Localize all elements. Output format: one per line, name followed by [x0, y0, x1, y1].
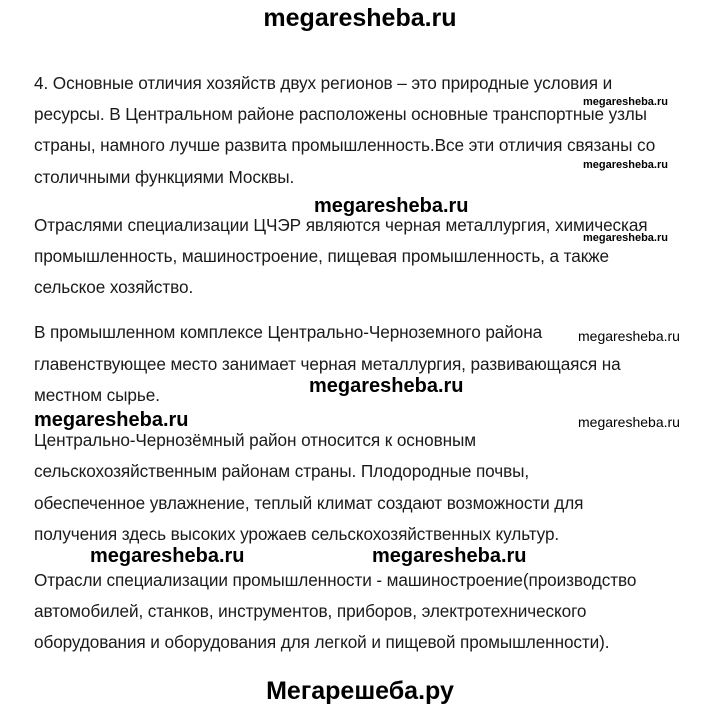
paragraph-line: обеспеченное увлажнение, теплый климат создают возможности для	[34, 493, 584, 513]
watermark: megaresheba.ru	[583, 232, 668, 244]
paragraph-line: оборудования и оборудования для легкой и пищевой промышленности).	[34, 632, 610, 652]
paragraph-line: местном сырье.	[34, 385, 160, 405]
paragraph-line: Отрасли специализации промышленности - машиностроение(производство	[34, 570, 637, 590]
paragraph-line: столичными функциями Москвы.	[34, 167, 295, 187]
watermark: megaresheba.ru	[578, 328, 680, 344]
watermark: megaresheba.ru	[372, 545, 527, 567]
watermark: megaresheba.ru	[309, 375, 464, 397]
paragraph-line: 4. Основные отличия хозяйств двух регионов – это природные условия и	[34, 73, 613, 93]
watermark: megaresheba.ru	[578, 414, 680, 430]
watermark: megaresheba.ru	[314, 195, 469, 217]
paragraph-line: сельское хозяйство.	[34, 277, 194, 297]
paragraph-line: ресурсы. В Центральном районе расположены основные транспортные узлы	[34, 104, 647, 124]
paragraph-line: страны, намного лучше развита промышленность.Все эти отличия связаны со	[34, 135, 656, 155]
watermark: megaresheba.ru	[90, 545, 245, 567]
watermark: megaresheba.ru	[583, 96, 668, 108]
paragraph-line: получения здесь высоких урожаев сельскохозяйственных культур.	[34, 524, 560, 544]
site-header: megaresheba.ru	[263, 4, 457, 32]
watermark: megaresheba.ru	[583, 159, 668, 171]
paragraph-line: Центрально-Чернозёмный район относится к основным	[34, 430, 477, 450]
paragraph-line: сельскохозяйственным районам страны. Плодородные почвы,	[34, 461, 530, 481]
paragraph-line: В промышленном комплексе Центрально-Черноземного района	[34, 322, 543, 342]
site-footer: Мегарешеба.ру	[266, 677, 454, 705]
paragraph-line: Отраслями специализации ЦЧЭР являются черная металлургия, химическая	[34, 215, 648, 235]
paragraph-line: главенствующее место занимает черная металлургия, развивающаяся на	[34, 354, 621, 374]
watermark: megaresheba.ru	[34, 409, 189, 431]
paragraph-line: автомобилей, станков, инструментов, приборов, электротехнического	[34, 601, 587, 621]
paragraph-line: промышленность, машиностроение, пищевая промышленность, а также	[34, 246, 609, 266]
